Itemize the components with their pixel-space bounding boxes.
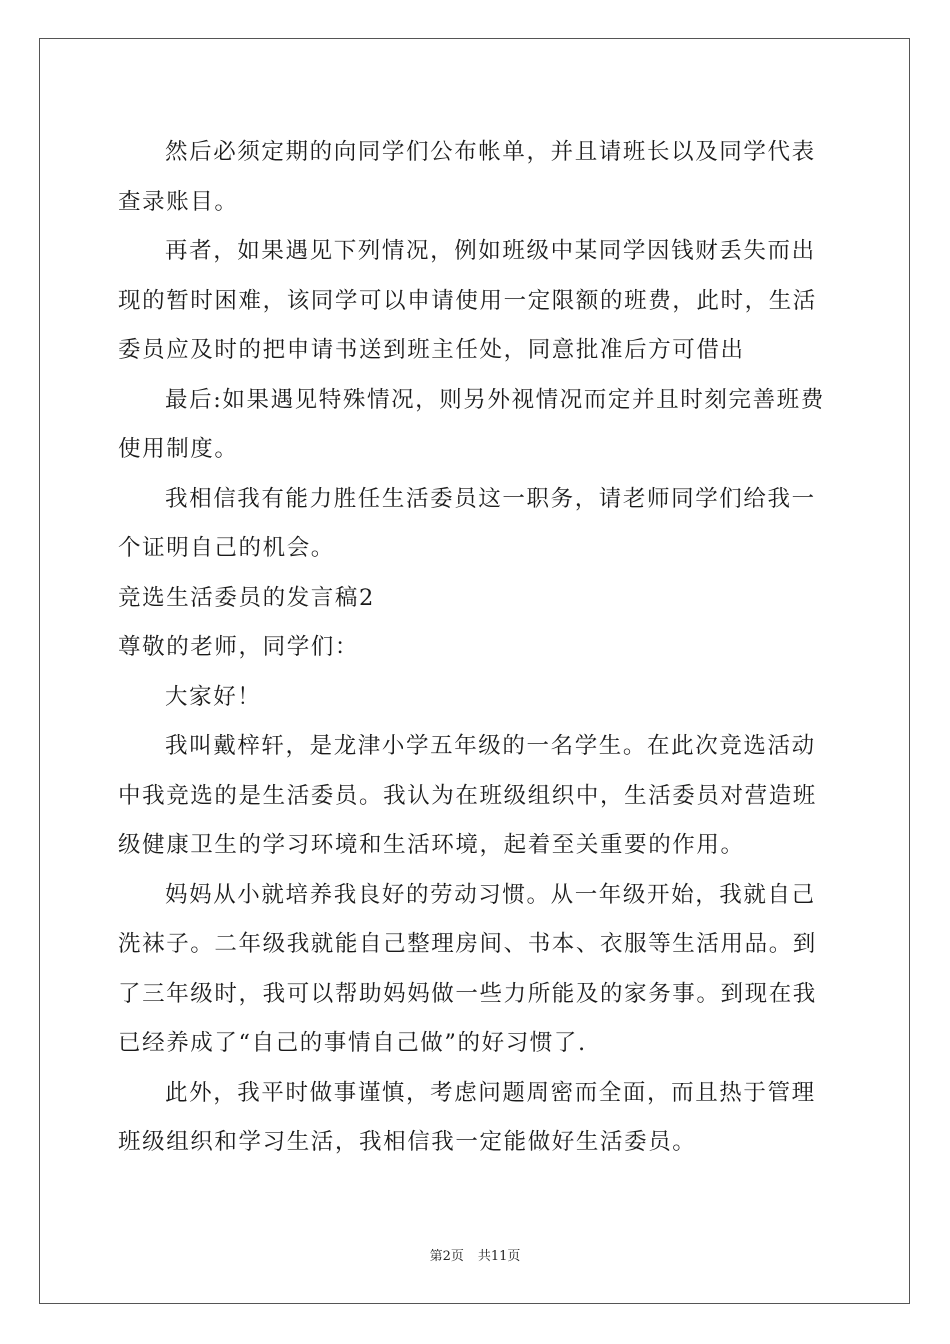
paragraph-billing: 然后必须定期的向同学们公布帐单，并且请班长以及同学代表查录账目。 bbox=[118, 139, 816, 215]
document-body bbox=[118, 128, 838, 1168]
page-footer bbox=[0, 1245, 950, 1264]
page-total: 共11页 bbox=[477, 1249, 521, 1264]
salutation: 尊敬的老师，同学们： bbox=[118, 634, 360, 660]
section-title: 竞选生活委员的发言稿2 bbox=[118, 584, 375, 611]
paragraph-habits: 妈妈从小就培养我良好的劳动习惯。从一年级开始，我就自己洗袜子。二年级我就能自己整理房间、书本、衣服等生活用品。到了三年级时，我可以帮助妈妈做一些力所能及的家务事。到现在我已经养成了“自己的事情自己做”的好习惯了. bbox=[118, 881, 817, 1056]
paragraph-hardship: 再者，如果遇见下列情况，例如班级中某同学因钱财丢失而出现的暂时困难，该同学可以申请使用一定限额的班费，此时，生活委员应及时的把申请书送到班主任处，同意批准后方可借出 bbox=[118, 238, 817, 363]
greeting: 大家好！ bbox=[165, 683, 262, 710]
paragraph-closing: 我相信我有能力胜任生活委员这一职务，请老师同学们给我一个证明自己的机会。 bbox=[118, 485, 816, 561]
paragraph-special-cases: 最后:如果遇见特殊情况，则另外视情况而定并且时刻完善班费使用制度。 bbox=[118, 386, 825, 462]
page-number: 第2页 bbox=[429, 1249, 464, 1264]
paragraph-conclusion: 此外，我平时做事谨慎，考虑问题周密而全面，而且热于管理班级组织和学习生活，我相信我一定能做好生活委员。 bbox=[118, 1079, 816, 1155]
paragraph-introduction: 我叫戴梓轩，是龙津小学五年级的一名学生。在此次竞选活动中我竞选的是生活委员。我认为在班级组织中，生活委员对营造班级健康卫生的学习环境和生活环境，起着至关重要的作用。 bbox=[118, 733, 817, 858]
